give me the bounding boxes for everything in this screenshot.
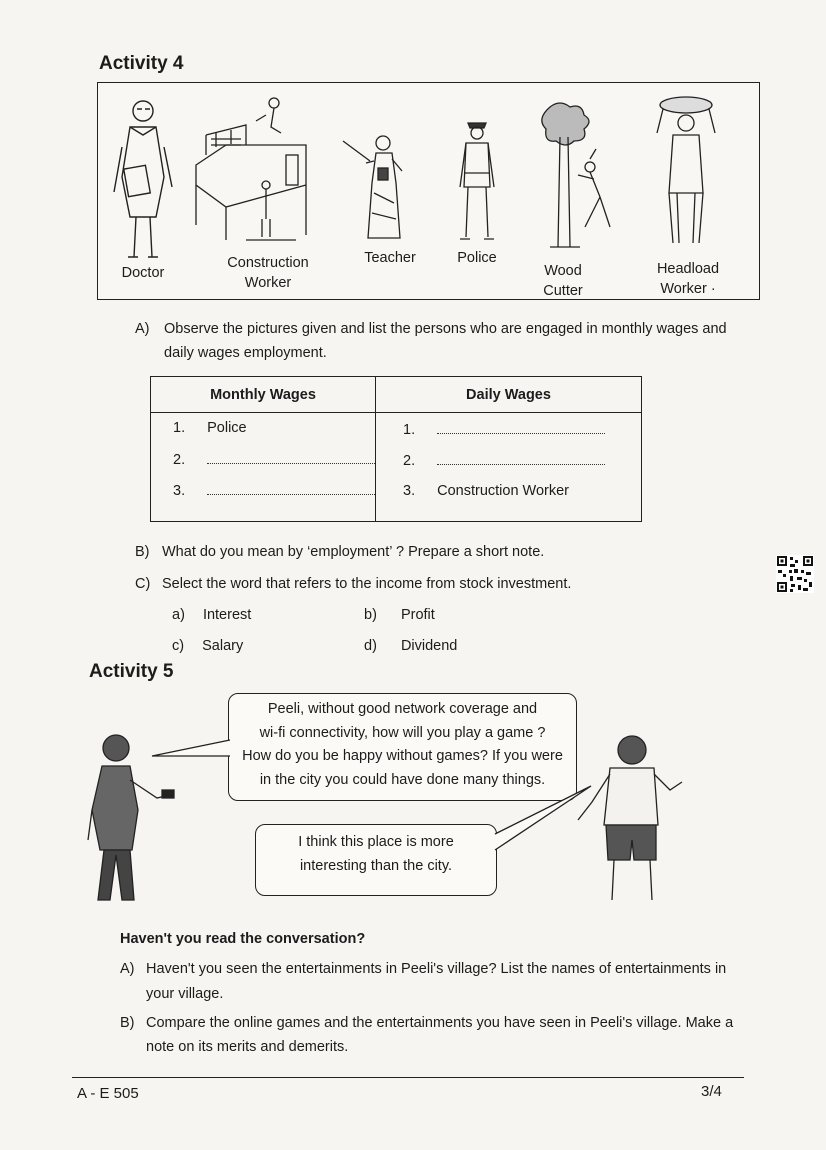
answer-blank[interactable] [437, 454, 605, 465]
figure-label-headload-worker: Headload Worker · [656, 261, 720, 297]
construction-worker-icon [186, 95, 316, 245]
row-value: Police [207, 420, 247, 436]
police-icon [450, 117, 504, 247]
row-number: 3. [173, 483, 186, 499]
occupations-illustration-panel [97, 82, 760, 300]
bubble-line: I think this place is more [298, 834, 454, 850]
speech-bubble-peeli [255, 824, 497, 896]
wages-table [150, 376, 642, 522]
wood-cutter-icon [530, 97, 620, 259]
exam-code: A - E 505 [77, 1085, 139, 1102]
activity5-question-a-letter: A) [120, 961, 135, 977]
monthly-row-3 [173, 483, 375, 499]
monthly-row-1 [173, 420, 247, 436]
question-c-text: Select the word that refers to the income from stock investment. [162, 576, 572, 592]
row-number: 3. [403, 483, 416, 499]
question-a-letter: A) [135, 321, 150, 337]
header-daily-wages: Daily Wages [376, 377, 642, 413]
qr-code-icon [776, 555, 814, 593]
row-number: 1. [403, 422, 416, 438]
activity5-question-b-text-line2: note on its merits and demerits. [146, 1039, 349, 1055]
row-number: 2. [403, 453, 416, 469]
answer-blank[interactable] [207, 453, 375, 464]
question-b-letter: B) [135, 544, 150, 560]
peeli-boy-icon [570, 730, 690, 910]
answer-blank[interactable] [207, 484, 375, 495]
question-a-text-line2: daily wages employment. [164, 345, 327, 361]
man-figure-icon [82, 730, 178, 910]
question-a-text: Observe the pictures given and list the persons who are engaged in monthly wages and [164, 321, 727, 337]
bubble-line: in the city you could have done many things. [259, 771, 546, 788]
conversation-prompt: Haven't you read the conversation? [120, 931, 366, 947]
activity5-question-a-text: Haven't you seen the entertainments in Peeli's village? List the names of entertainments in [146, 961, 727, 977]
activity-5-title: Activity 5 [89, 661, 174, 682]
bubble-line: interesting than the city. [299, 857, 453, 874]
answer-blank[interactable] [437, 423, 605, 434]
headload-worker-icon [651, 93, 721, 259]
option-text: Interest [202, 607, 252, 623]
figure-label-police: Police [457, 250, 497, 266]
teacher-icon [338, 123, 418, 243]
option-c[interactable] [172, 635, 243, 658]
bubble-line: wi-fi connectivity, how will you play a game ? [259, 724, 546, 741]
monthly-row-2 [173, 452, 375, 468]
doctor-icon [108, 97, 178, 267]
option-a[interactable] [172, 604, 251, 627]
option-letter: c) [172, 638, 185, 654]
footer-divider [72, 1077, 744, 1078]
daily-row-1 [403, 422, 605, 438]
header-monthly-wages: Monthly Wages [151, 377, 376, 413]
row-value: Construction Worker [437, 483, 570, 499]
option-b[interactable] [364, 604, 435, 627]
activity5-question-b-text: Compare the online games and the entertainments you have seen in Peeli's village. Make a [146, 1015, 734, 1031]
daily-row-3 [403, 483, 569, 499]
figure-label-teacher: Teacher [364, 250, 416, 266]
figure-label-construction-worker: Construction Worker [227, 255, 309, 291]
figure-label-doctor: Doctor [121, 265, 165, 281]
option-text: Dividend [400, 638, 458, 654]
figure-label-wood-cutter: Wood Cutter [543, 263, 583, 299]
row-number: 2. [173, 452, 186, 468]
option-letter: d) [364, 638, 377, 654]
daily-row-2 [403, 453, 605, 469]
option-text: Salary [202, 638, 244, 654]
activity5-question-b-letter: B) [120, 1015, 135, 1031]
option-letter: a) [172, 607, 185, 623]
option-d[interactable] [364, 635, 457, 658]
activity-4-title: Activity 4 [99, 53, 184, 74]
bubble-line: Peeli, without good network coverage and [267, 701, 538, 717]
row-number: 1. [173, 420, 186, 436]
option-letter: b) [364, 607, 377, 623]
question-c-letter: C) [135, 576, 151, 592]
question-b-text: What do you mean by ‘employment’ ? Prepare a short note. [162, 544, 545, 560]
bubble-line: How do you be happy without games? If you were [242, 748, 563, 764]
page-number: 3/4 [701, 1083, 722, 1100]
activity5-question-a-text-line2: your village. [146, 986, 224, 1002]
option-text: Profit [400, 607, 435, 623]
